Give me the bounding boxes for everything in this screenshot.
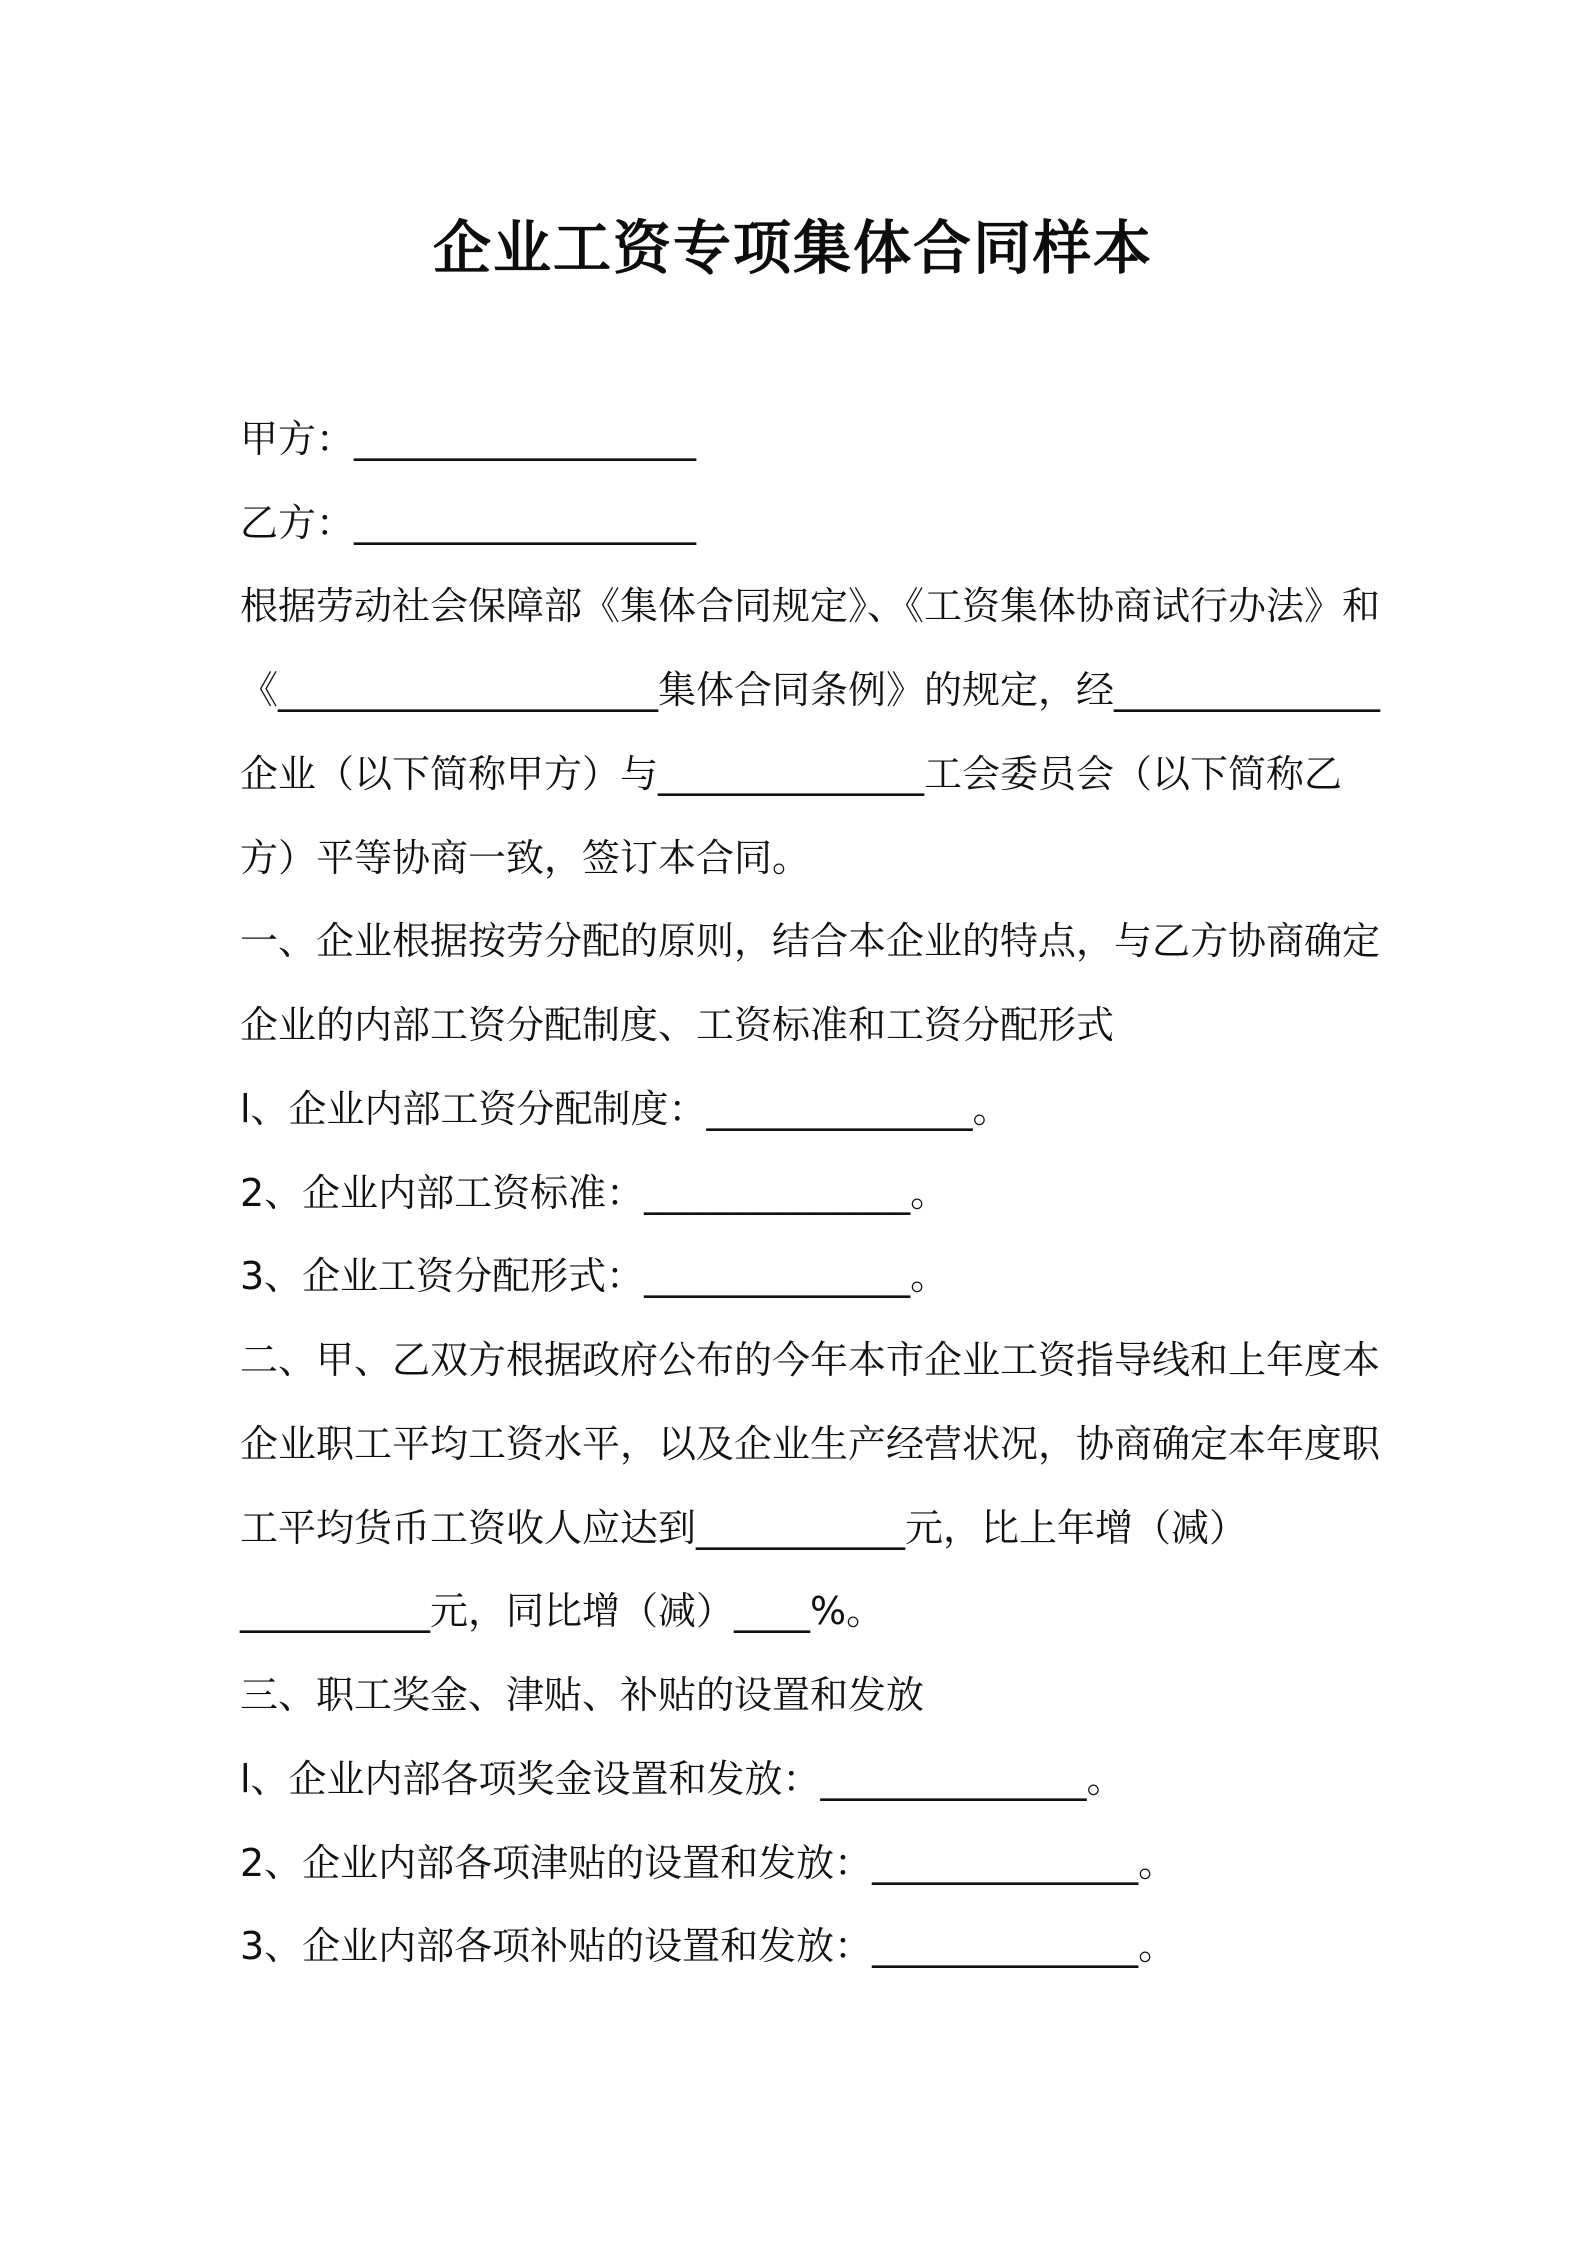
- section-3-item-3: 3、企业内部各项补贴的设置和发放：______________。: [240, 1924, 1177, 1968]
- section-3-item-1: l、企业内部各项奖金设置和发放：______________。: [240, 1757, 1125, 1801]
- section-1-line-2: 企业的内部工资分配制度、工资标准和工资分配形式: [240, 1003, 1115, 1047]
- section-2-line-3: 工平均货币工资收人应达到___________元，比上年增（减）: [240, 1506, 1248, 1550]
- party-a-line: 甲方：__________________: [240, 417, 697, 461]
- section-1-item-2: 2、企业内部工资标准：______________。: [240, 1171, 949, 1215]
- document-title: 企业工资专项集体合同样本: [432, 214, 1153, 282]
- section-1-line-1: 一、企业根据按劳分配的原则，结合本企业的特点，与乙方协商确定: [240, 919, 1381, 963]
- section-1-item-1: l、企业内部工资分配制度：______________。: [240, 1087, 1011, 1131]
- preamble-line-2: 《____________________集体合同条例》的规定，经______________: [240, 668, 1381, 712]
- preamble-line-3: 企业（以下简称甲方）与______________工会委员会（以下简称乙: [240, 752, 1343, 796]
- preamble-line-4: 方）平等协商一致，签订本合同。: [240, 836, 811, 880]
- section-1-item-3: 3、企业工资分配形式：______________。: [240, 1254, 949, 1298]
- section-2-line-1: 二、甲、乙双方根据政府公布的今年本市企业工资指导线和上年度本: [240, 1338, 1381, 1382]
- party-b-line: 乙方：__________________: [240, 501, 697, 545]
- section-3-heading: 三、职工奖金、津贴、补贴的设置和发放: [240, 1673, 925, 1717]
- section-3-item-2: 2、企业内部各项津贴的设置和发放：______________。: [240, 1841, 1177, 1885]
- section-2-line-4: __________元，同比增（减）____%。: [240, 1589, 885, 1633]
- section-2-line-2: 企业职工平均工资水平，以及企业生产经营状况，协商确定本年度职: [240, 1422, 1381, 1466]
- preamble-line-1: 根据劳动社会保障部《集体合同规定》、《工资集体协商试行办法》和: [240, 584, 1381, 628]
